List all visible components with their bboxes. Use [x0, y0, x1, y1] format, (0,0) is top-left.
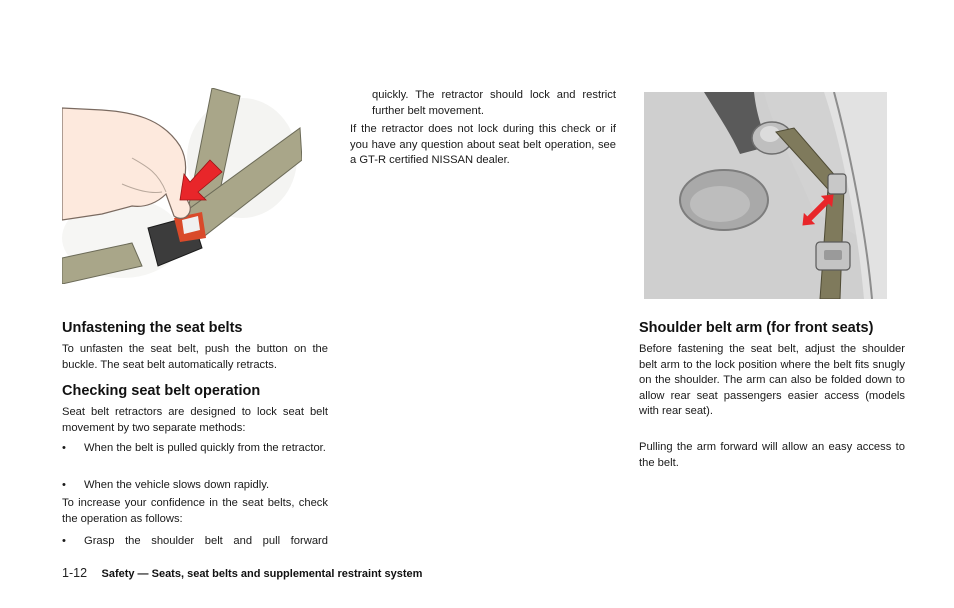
unfastening-text: To unfasten the seat belt, push the button on the buckle. The seat belt automatically retracts. [62, 343, 328, 371]
confidence-text: To increase your confidence in the seat belts, check the operation as follows: [62, 497, 328, 525]
buckle-illustration [62, 88, 302, 284]
bullet-vehicle-slows [62, 478, 328, 494]
bullet-text: Grasp the shoulder belt and pull forward [84, 535, 328, 547]
section-title: Safety — Seats, seat belts and supplemental restraint system [101, 568, 423, 580]
page-footer [62, 564, 422, 582]
pulling-arm-text: Pulling the arm forward will allow an easy access to the belt. [639, 441, 905, 469]
bullet-dot: • [62, 535, 66, 547]
bullet-dot: • [62, 442, 66, 454]
shoulder-belt-heading: Shoulder belt arm (for front seats) [639, 320, 874, 336]
unfastening-heading: Unfastening the seat belts [62, 320, 243, 336]
shoulder-belt-arm-photo [644, 92, 887, 299]
retractor-continued-text: quickly. The retractor should lock and restrict further belt movement. [372, 89, 616, 117]
bullet-text: When the belt is pulled quickly from the retractor. [84, 442, 326, 454]
shoulder-belt-text: Before fastening the seat belt, adjust the shoulder belt arm to the lock position where the belt fits snugly on the shoulder. The arm can also be folded down to allow rear seat passengers easier access (models with rear seat). [639, 343, 905, 418]
dealer-text: If the retractor does not lock during this check or if you have any question about seat belt operation, see a GT-R certified NISSAN dealer. [350, 123, 616, 167]
bullet-dot: • [62, 479, 66, 491]
bullet-belt-pulled [62, 441, 328, 473]
bullet-grasp-belt [62, 534, 328, 550]
bullet-text: When the vehicle slows down rapidly. [84, 479, 270, 491]
checking-text: Seat belt retractors are designed to lock seat belt movement by two separate methods: [62, 406, 328, 434]
checking-heading: Checking seat belt operation [62, 383, 261, 399]
page-number: 1-12 [62, 566, 88, 580]
